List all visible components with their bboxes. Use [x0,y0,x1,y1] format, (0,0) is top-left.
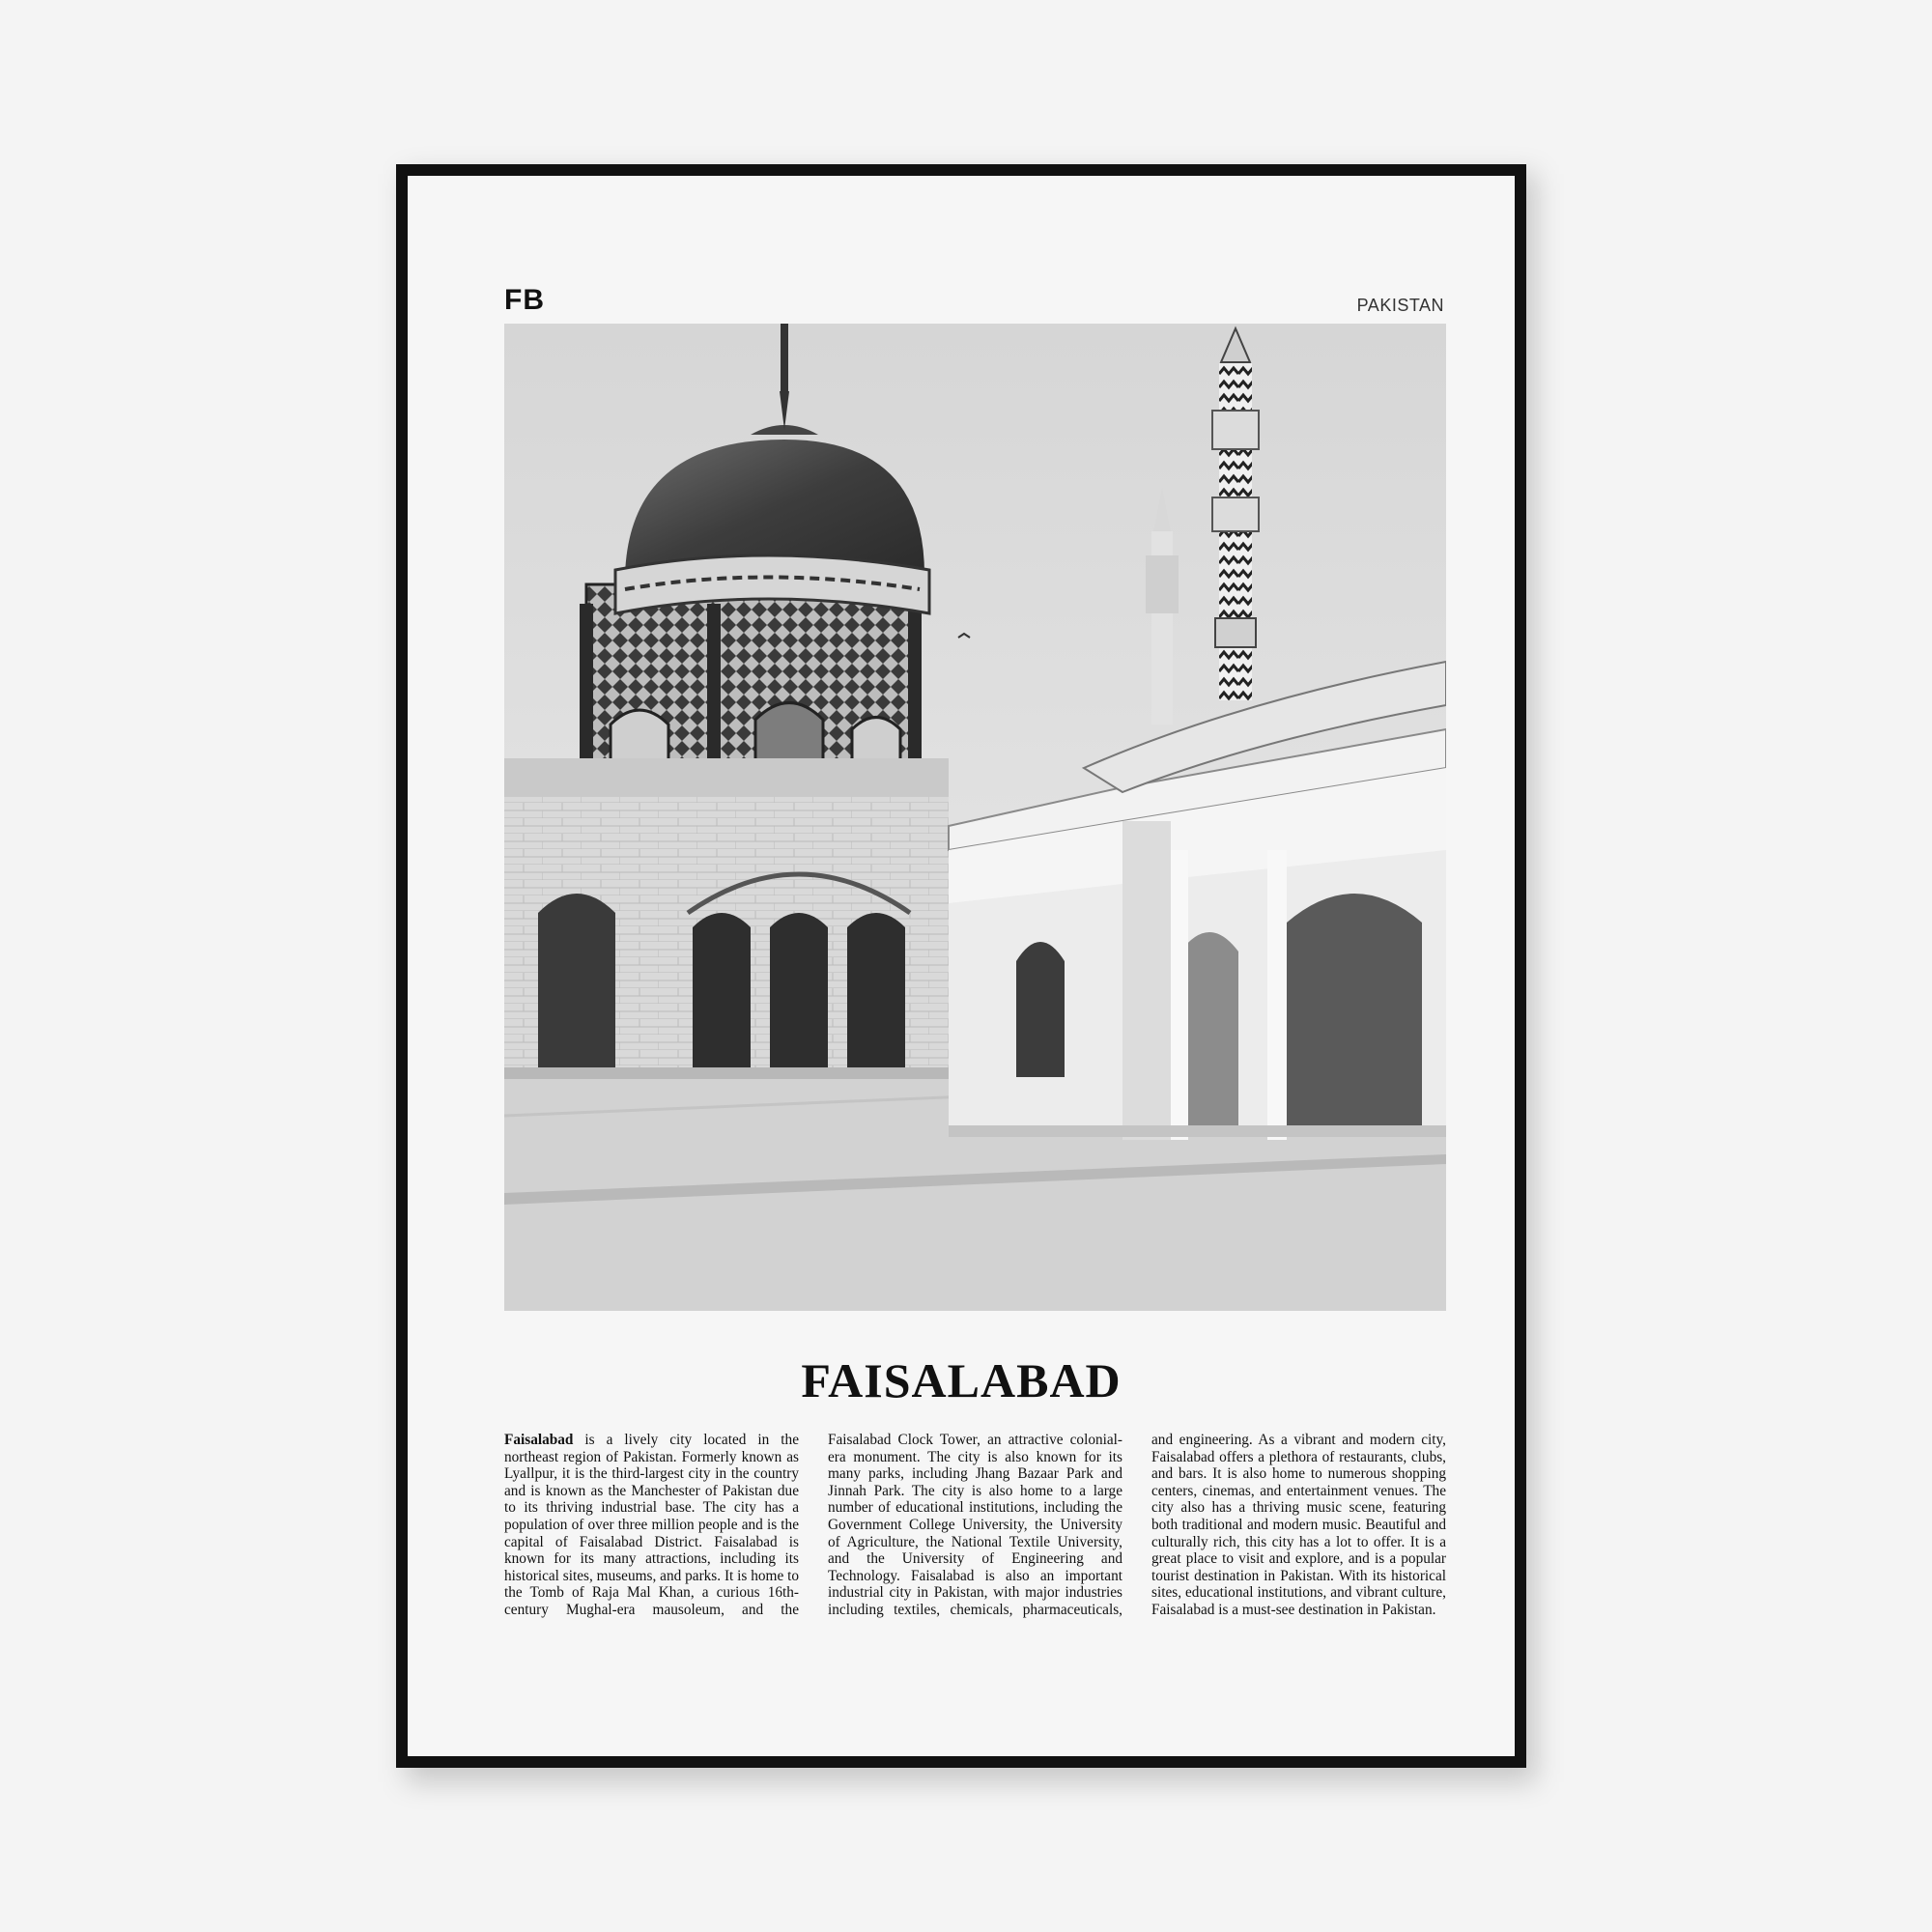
poster-frame [396,164,1526,1768]
poster-paper [408,176,1515,1756]
intro-word: Faisalabad [504,1432,574,1448]
city-description [504,1432,1446,1654]
mosque-photo [504,324,1446,1311]
city-code: FB [504,284,545,316]
description-text: is a lively city located in the northeast region of Pakistan. Formerly known as Lyallpur, it is the third-largest city in the country and is known as the Manchester of Pakistan due to its thriving industrial base. The city has a population of over three million people and is the capital of Faisalabad District. Faisalabad is known for its many attractions, including its historical sites, museums, and parks. It is home to the Tomb of Raja Mal Khan, a curious 16th-century Mughal-era mausoleum, and the Faisalabad Clock Tower, an attractive colonial-era monument. The city is also known for its many parks, including Jhang Bazaar Park and Jinnah Park. The city is also home to a large number of educational institutions, including the Government College University, the University of Agriculture, the National Textile University, and the University of Engineering and Technology. Faisalabad is also an important industrial city in Pakistan, with major industries including textiles, chemicals, pharmaceuticals, and engineering. As a vibrant and modern city, Faisalabad offers a plethora of restaurants, clubs, and bars. It is also home to numerous shopping centers, cinemas, and entertainment venues. The city also has a thriving music scene, featuring both traditional and modern music. Beautiful and culturally rich, this city has a lot to offer. It is a great place to visit and explore, and is a popular tourist destination in Pakistan. With its historical sites, educational institutions, and vibrant culture, Faisalabad is a must-see destination in Pakistan. [504,1432,1446,1618]
country-label: PAKISTAN [1356,296,1444,315]
city-title: FAISALABAD [801,1353,1122,1407]
